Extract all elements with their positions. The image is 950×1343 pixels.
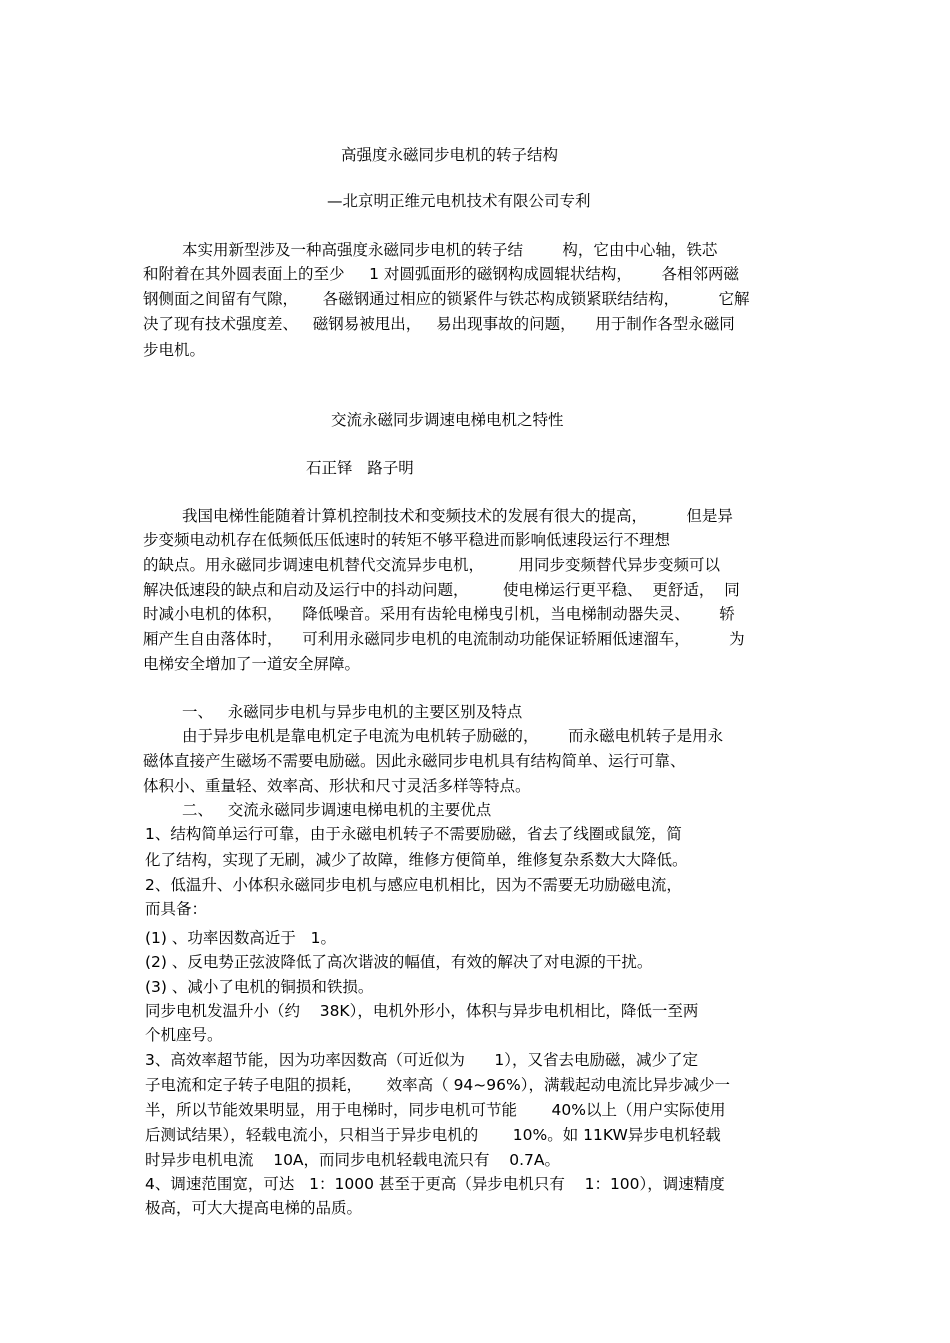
- section2-intro-line: 步变频电动机存在低频低压低速时的转矩不够平稳进而影响低速段运行不理想: [143, 531, 671, 549]
- section-heading-one: 一、 永磁同步电机与异步电机的主要区别及特点: [182, 703, 523, 721]
- point-line: 半，所以节能效果明显，用于电梯时，同步电机可节能 40%以上（用户实际使用: [145, 1101, 726, 1119]
- point-line: 极高，可大大提高电梯的品质。: [145, 1199, 363, 1217]
- section-heading-two: 二、 交流永磁同步调速电梯电机的主要优点: [182, 801, 492, 819]
- point-line: 同步电机发温升小（约 38K），电机外形小，体积与异步电机相比，降低一至两: [145, 1002, 699, 1020]
- heading1-body-line: 由于异步电机是靠电机定子电流为电机转子励磁的， 而永磁电机转子是用永: [182, 727, 724, 745]
- section1-title: 高强度永磁同步电机的转子结构: [341, 146, 559, 164]
- point-line: 化了结构，实现了无刷，减少了故障，维修方便简单，维修复杂系数大大降低。: [145, 851, 688, 869]
- point-line: 时异步电机电流 10A，而同步电机轻载电流只有 0.7A。: [145, 1151, 560, 1169]
- section1-subtitle: —北京明正维元电机技术有限公司专利: [327, 192, 591, 210]
- point-line: 4、调速范围宽，可达 1：1000 甚至于更高（异步电机只有 1：100），调速精度: [145, 1175, 725, 1193]
- section2-intro-line: 厢产生自由落体时， 可利用永磁同步电机的电流制动功能保证轿厢低速溜车， 为: [143, 630, 745, 648]
- section1-paragraph-line: 和附着在其外圆表面上的至少 1 对圆弧面形的磁钢构成圆辊状结构， 各相邻两磁: [143, 265, 739, 283]
- point-line: (3) 、减小了电机的铜损和铁损。: [145, 978, 374, 996]
- point-line: 后测试结果），轻载电流小，只相当于异步电机的 10%。如 11KW异步电机轻载: [145, 1126, 721, 1144]
- section1-paragraph-line: 决了现有技术强度差、 磁钢易被甩出， 易出现事故的问题， 用于制作各型永磁同: [143, 315, 735, 333]
- section1-paragraph-line: 步电机。: [143, 341, 206, 359]
- section2-intro-line: 我国电梯性能随着计算机控制技术和变频技术的发展有很大的提高， 但是异: [182, 507, 733, 525]
- section2-intro-line: 的缺点。用永磁同步调速电机替代交流异步电机， 用同步变频替代异步变频可以: [143, 556, 720, 574]
- point-line: 1、结构简单运行可靠，由于永磁电机转子不需要励磁，省去了线圈或鼠笼，简: [145, 825, 682, 843]
- point-line: 而具备：: [145, 900, 208, 918]
- section2-intro-line: 时减小电机的体积， 降低噪音。采用有齿轮电梯曳引机，当电梯制动器失灵、 轿: [143, 605, 735, 623]
- heading1-body-line: 体积小、重量轻、效率高、形状和尺寸灵活多样等特点。: [143, 777, 531, 795]
- heading1-body-line: 磁体直接产生磁场不需要电励磁。因此永磁同步电机具有结构简单、运行可靠、: [143, 752, 686, 770]
- section2-intro-line: 电梯安全增加了一道安全屏障。: [143, 655, 361, 673]
- point-line: 2、低温升、小体积永磁同步电机与感应电机相比，因为不需要无功励磁电流，: [145, 876, 682, 894]
- point-line: 3、高效率超节能，因为功率因数高（可近似为 1），又省去电励磁，减少了定: [145, 1051, 699, 1069]
- point-line: 个机座号。: [145, 1026, 223, 1044]
- point-line: 子电流和定子转子电阻的损耗， 效率高（ 94~96%），满载起动电流比异步减少一: [145, 1076, 730, 1094]
- section2-authors: 石正铎 路子明: [306, 459, 414, 477]
- point-line: (2) 、反电势正弦波降低了高次谐波的幅值，有效的解决了对电源的干扰。: [145, 953, 653, 971]
- section2-intro-line: 解决低速段的缺点和启动及运行中的抖动问题， 使电梯运行更平稳、 更舒适， 同: [143, 581, 740, 599]
- section1-paragraph-line: 本实用新型涉及一种高强度永磁同步电机的转子结 构，它由中心轴，铁芯: [182, 241, 718, 259]
- point-line: (1) 、功率因数高近于 1。: [145, 929, 337, 947]
- section2-title: 交流永磁同步调速电梯电机之特性: [331, 411, 564, 429]
- section1-paragraph-line: 钢侧面之间留有气隙， 各磁钢通过相应的锁紧件与铁芯构成锁紧联结结构， 它解: [143, 290, 750, 308]
